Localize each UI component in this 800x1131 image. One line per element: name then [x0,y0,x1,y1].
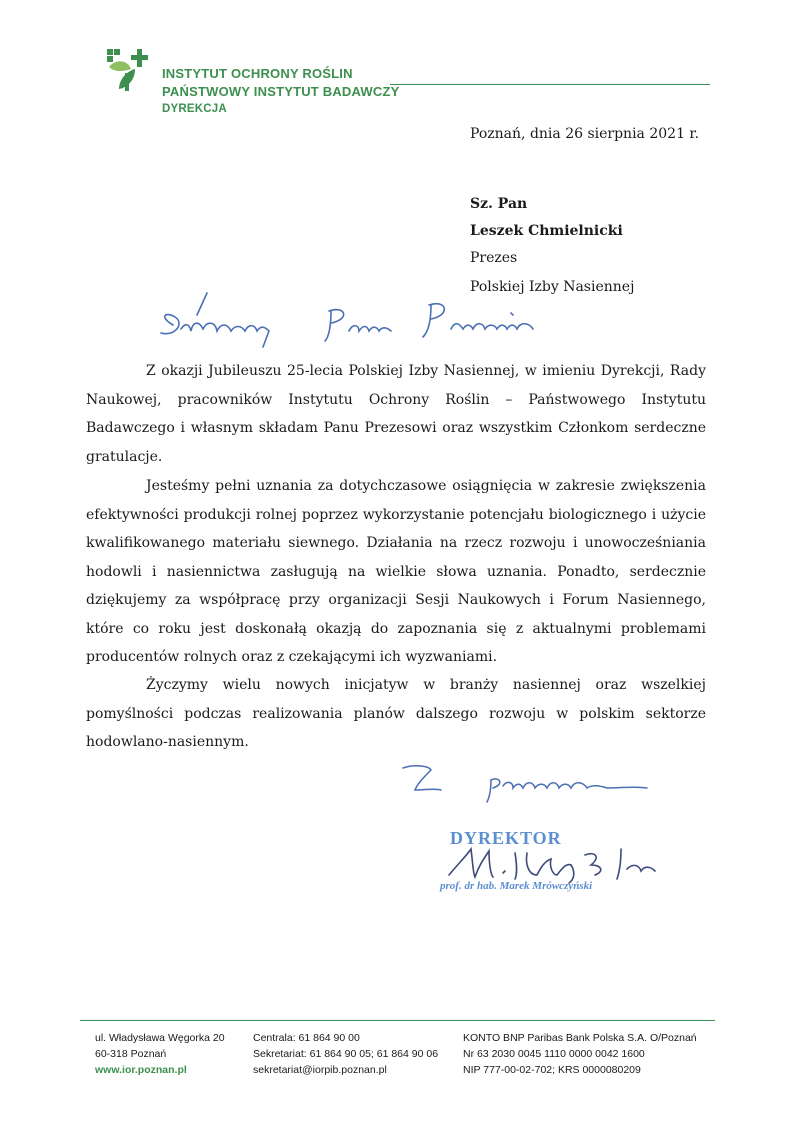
footer-address [95,1030,225,1078]
phone-central: Centrala: 61 864 90 00 [253,1032,360,1044]
bank-account: Nr 63 2030 0045 1110 0000 0042 1600 [463,1048,645,1060]
letter-date: Poznań, dnia 26 sierpnia 2021 r. [470,126,700,142]
recipient-organization: Polskiej Izby Nasiennej [470,279,635,295]
phone-secretariat: Sekretariat: 61 864 90 05; 61 864 90 06 [253,1048,439,1060]
handwritten-salutation [145,285,565,355]
institute-name-line2: PAŃSTWOWY INSTYTUT BADAWCZY [162,84,400,99]
recipient-salutation: Sz. Pan [470,196,528,212]
address-city: 60-318 Poznań [95,1048,167,1060]
footer-bank [463,1030,697,1078]
recipient-name: Leszek Chmielnicki [470,223,623,239]
institute-logo-icon [105,45,153,95]
website-link[interactable]: www.ior.poznan.pl [95,1064,187,1076]
signature-scrawl [445,835,675,885]
signer-name: prof. dr hab. Marek Mrówczyński [440,880,593,892]
registry-numbers: NIP 777-00-02-702; KRS 0000080209 [463,1064,641,1076]
department-label: DYREKCJA [162,103,227,115]
institute-name-line1: INSTYTUT OCHRONY ROŚLIN [162,66,353,81]
address-street: ul. Władysława Węgorka 20 [95,1032,225,1044]
signature-title: DYREKTOR [450,828,562,848]
recipient-position: Prezes [470,250,518,266]
body-paragraph-3: Życzymy wielu nowych inicjatyw w branży nasiennej oraz wszelkiej pomyślności podczas realizowania planów dalszego rozwoju w polskim sektorze hodowlano-nasiennym. [86,677,706,750]
bank-name: KONTO BNP Paribas Bank Polska S.A. O/Poznań [463,1032,697,1044]
footer-contact [253,1030,438,1078]
email-link[interactable]: sekretariat@iorpib.poznan.pl [253,1064,387,1076]
header-divider [390,84,710,85]
footer-divider [80,1020,715,1021]
handwritten-closing [395,758,665,808]
body-paragraph-2: Jesteśmy pełni uznania za dotychczasowe osiągnięcia w zakresie zwiększenia efektywności produkcji rolnej poprzez wykorzystanie potencjału biologicznego i użycie kwalifikowanego materiału siewnego. Działania na rzecz rozwoju i unowocześniania hodowli i nasiennictwa zasługują na wielkie słowa uznania. Ponadto, serdecznie dziękujemy za współpracę przy organizacji Sesji Naukowych i Forum Nasiennego, które co roku jest doskonałą okazją do zapoznania się z aktualnymi problemami producentów rolnych oraz z czekającymi ich wyzwaniami. [86,478,706,665]
body-paragraph-1: Z okazji Jubileuszu 25-lecia Polskiej Izby Nasiennej, w imieniu Dyrekcji, Rady Naukowej, pracowników Instytutu Ochrony Roślin – Państwowego Instytutu Badawczego i własnym składam Panu Prezesowi oraz wszystkim Członkom serdeczne gratulacje. [86,363,706,465]
